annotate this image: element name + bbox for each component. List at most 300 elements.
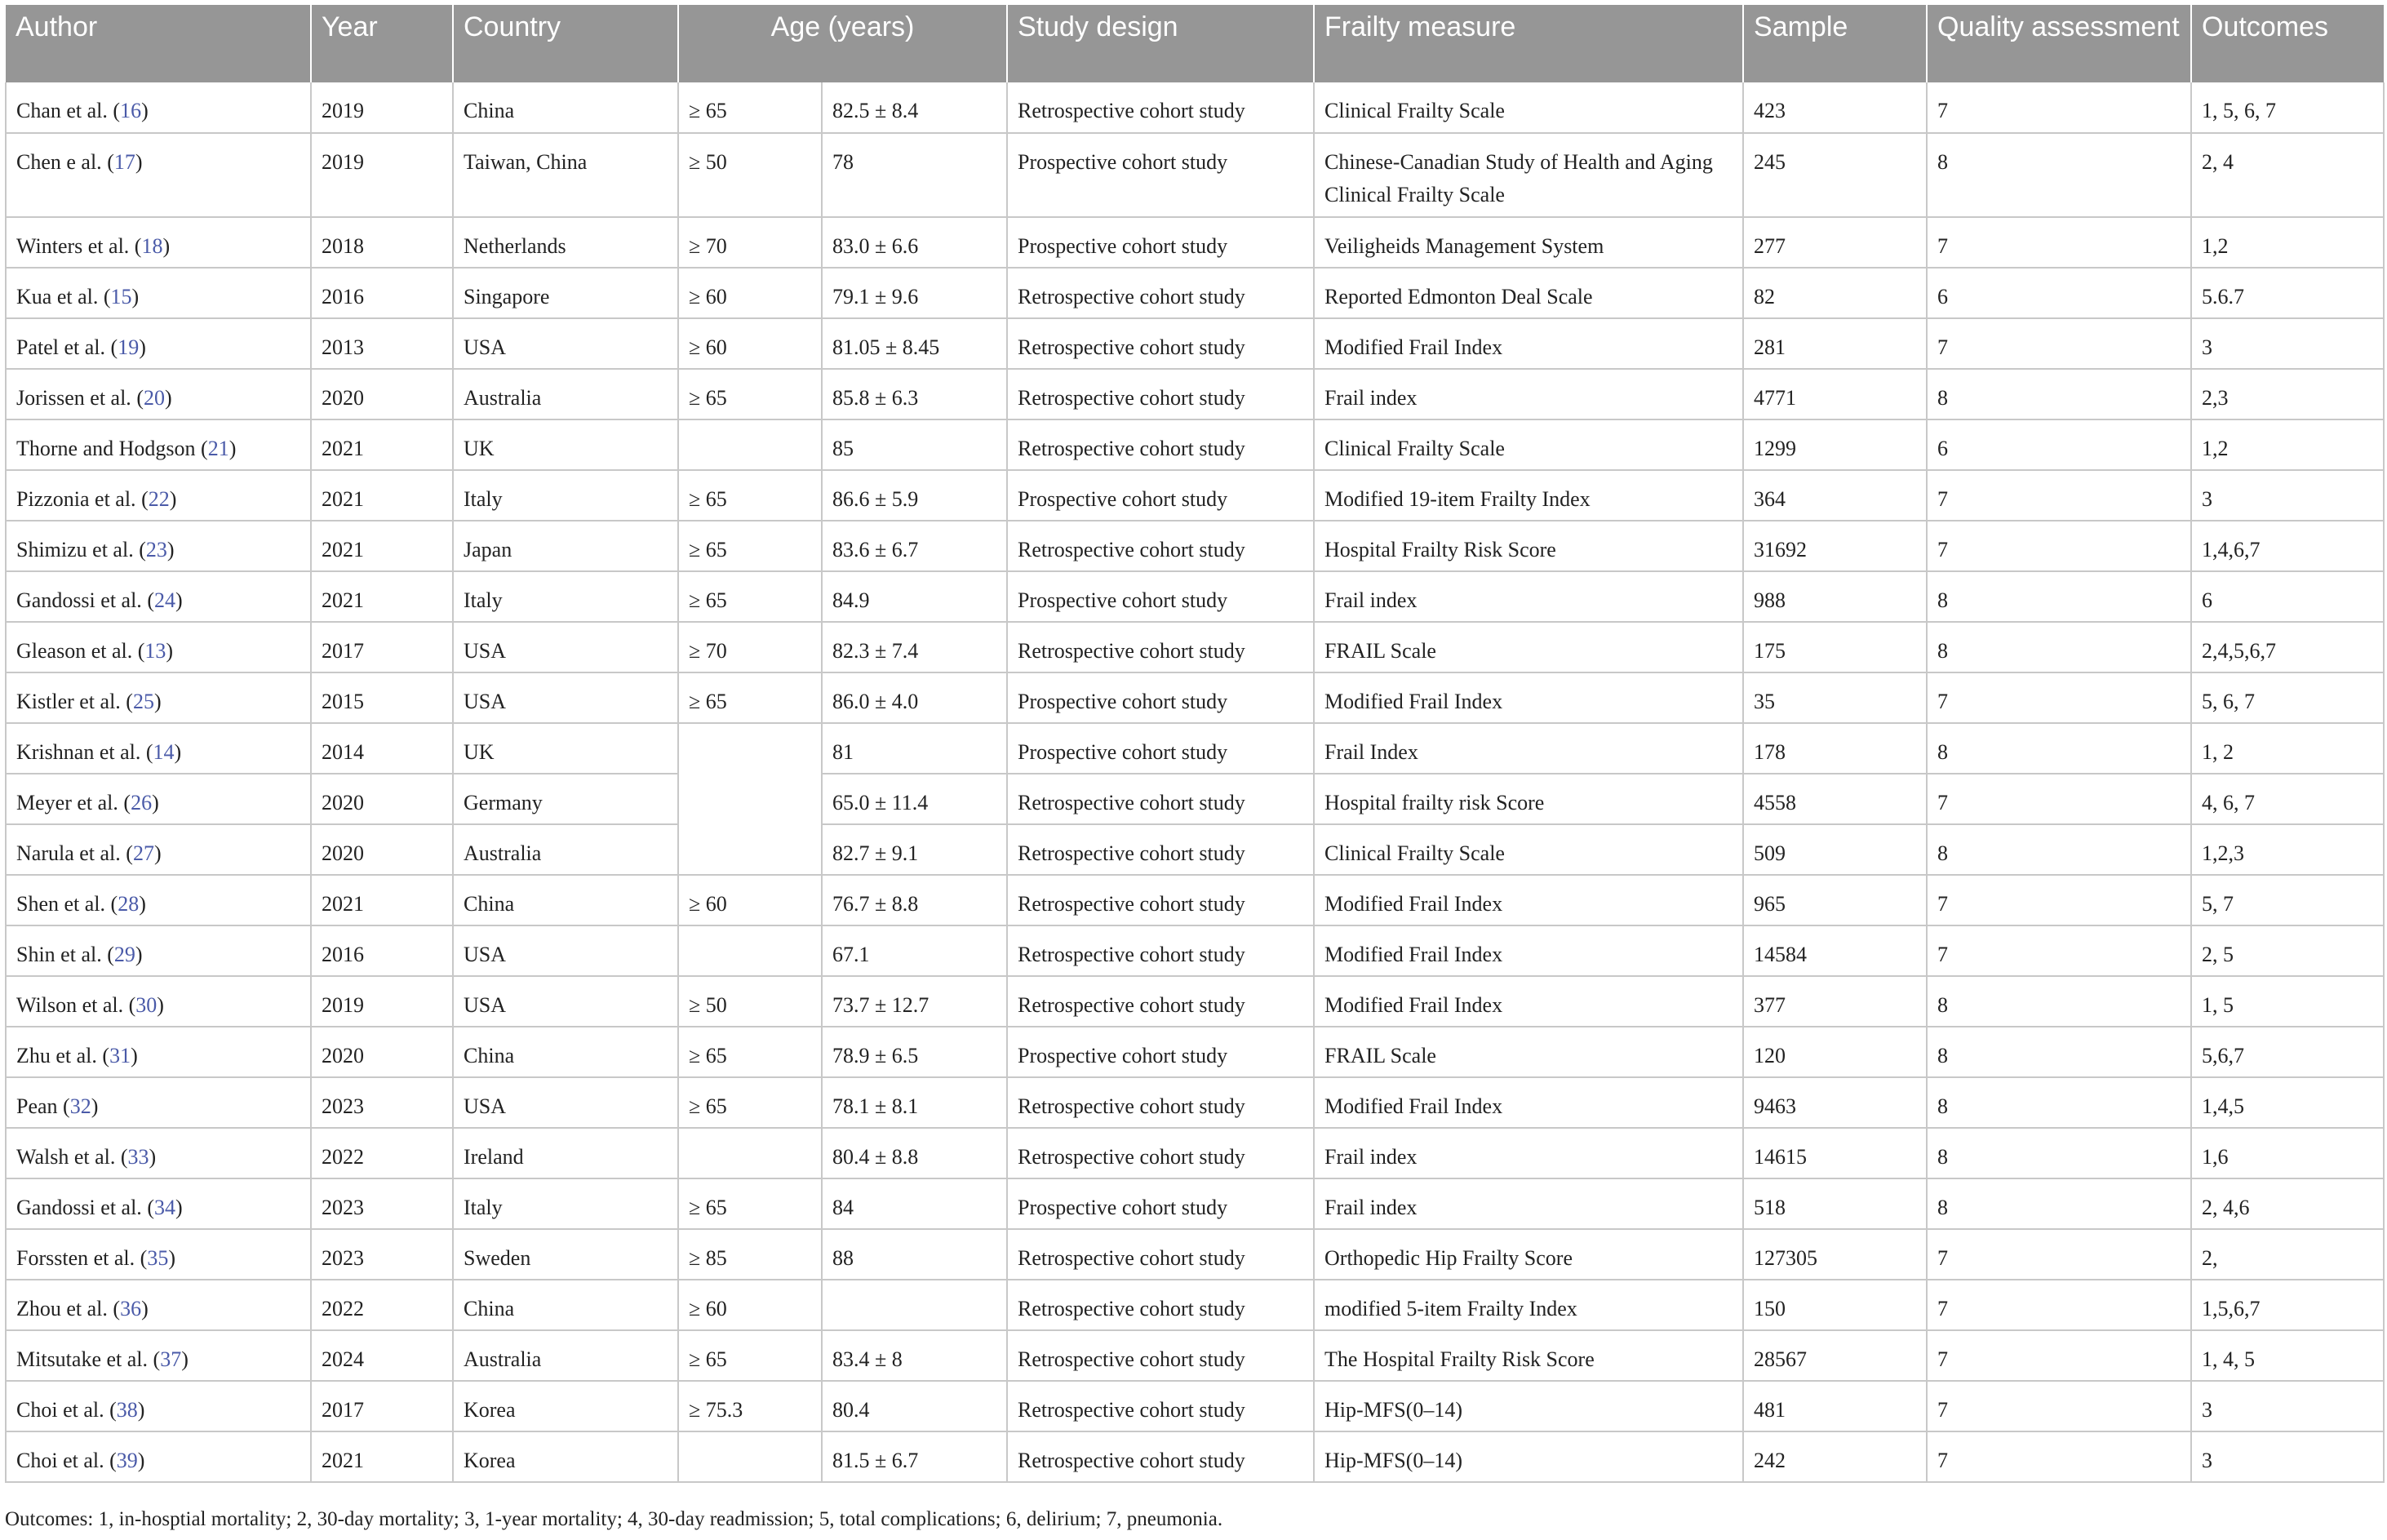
cell-age-mean: 67.1 (822, 925, 1007, 976)
cell-study-design: Retrospective cohort study (1007, 1077, 1314, 1128)
reference-link[interactable]: 29 (113, 943, 135, 966)
cell-country: USA (453, 1077, 678, 1128)
cell-age-mean: 65.0 ± 11.4 (822, 774, 1007, 824)
table-row (6, 133, 2384, 217)
cell-year: 2024 (311, 1330, 453, 1381)
cell-country: Ireland (453, 1128, 678, 1178)
cell-year: 2016 (311, 925, 453, 976)
table-row (6, 824, 2384, 875)
cell-outcomes: 1,2,3 (2191, 824, 2384, 875)
reference-link[interactable]: 24 (153, 588, 175, 612)
table-row (6, 1128, 2384, 1178)
cell-study-design: Retrospective cohort study (1007, 318, 1314, 369)
table-row (6, 1381, 2384, 1431)
cell-frailty-measure: Frail index (1314, 571, 1743, 622)
cell-sample: 965 (1743, 875, 1927, 925)
cell-author: Wilson et al. (30) (6, 976, 311, 1027)
cell-age-min: ≥ 65 (678, 1027, 822, 1077)
cell-author: Patel et al. (19) (6, 318, 311, 369)
reference-link[interactable]: 14 (153, 740, 175, 764)
reference-link[interactable]: 16 (120, 99, 142, 122)
table-row (6, 622, 2384, 672)
header-age: Age (years) (678, 5, 1007, 82)
author-name: Wilson et al. (16, 993, 124, 1017)
cell-outcomes: 1,6 (2191, 1128, 2384, 1178)
cell-sample: 28567 (1743, 1330, 1927, 1381)
cell-age-min: ≥ 65 (678, 1178, 822, 1229)
table-row (6, 1431, 2384, 1482)
cell-author: Chan et al. (16) (6, 82, 311, 133)
cell-sample: 518 (1743, 1178, 1927, 1229)
cell-age-min: ≥ 75.3 (678, 1381, 822, 1431)
cell-quality: 8 (1927, 571, 2191, 622)
cell-quality: 7 (1927, 1381, 2191, 1431)
cell-outcomes: 5, 6, 7 (2191, 672, 2384, 723)
cell-outcomes: 1, 5, 6, 7 (2191, 82, 2384, 133)
cell-age-mean: 81.05 ± 8.45 (822, 318, 1007, 369)
cell-study-design: Retrospective cohort study (1007, 1280, 1314, 1330)
cell-sample: 35 (1743, 672, 1927, 723)
cell-sample: 364 (1743, 470, 1927, 521)
reference-link[interactable]: 30 (135, 993, 158, 1017)
cell-country: UK (453, 419, 678, 470)
cell-age-mean: 82.7 ± 9.1 (822, 824, 1007, 875)
cell-age-min: ≥ 70 (678, 217, 822, 268)
cell-age-min: ≥ 65 (678, 672, 822, 723)
table-row (6, 217, 2384, 268)
cell-age-mean: 80.4 (822, 1381, 1007, 1431)
cell-sample: 82 (1743, 268, 1927, 318)
cell-quality: 8 (1927, 622, 2191, 672)
cell-author: Kua et al. (15) (6, 268, 311, 318)
cell-year: 2021 (311, 521, 453, 571)
reference-link[interactable]: 34 (153, 1196, 175, 1219)
cell-frailty-measure: Modified Frail Index (1314, 976, 1743, 1027)
table-row (6, 1280, 2384, 1330)
author-name: Gandossi et al. (16, 1196, 142, 1219)
reference-link[interactable]: 26 (131, 791, 153, 814)
cell-year: 2020 (311, 774, 453, 824)
cell-frailty-measure: Hospital frailty risk Score (1314, 774, 1743, 824)
cell-study-design: Retrospective cohort study (1007, 82, 1314, 133)
reference-link[interactable]: 39 (116, 1449, 138, 1472)
author-name: Choi et al. (16, 1398, 104, 1422)
author-name: Zhou et al. (16, 1297, 108, 1320)
cell-outcomes: 1,5,6,7 (2191, 1280, 2384, 1330)
cell-age-mean: 81 (822, 723, 1007, 774)
table-row (6, 875, 2384, 925)
cell-sample: 127305 (1743, 1229, 1927, 1280)
cell-frailty-measure: Hospital Frailty Risk Score (1314, 521, 1743, 571)
cell-outcomes: 5.6.7 (2191, 268, 2384, 318)
cell-author: Shimizu et al. (23) (6, 521, 311, 571)
cell-country: China (453, 875, 678, 925)
cell-year: 2021 (311, 875, 453, 925)
cell-country: UK (453, 723, 678, 774)
header-sample: Sample (1743, 5, 1927, 82)
cell-quality: 7 (1927, 318, 2191, 369)
cell-age-min: ≥ 60 (678, 1280, 822, 1330)
cell-frailty-measure: Reported Edmonton Deal Scale (1314, 268, 1743, 318)
cell-age-mean: 78 (822, 133, 1007, 217)
cell-age-min: ≥ 60 (678, 318, 822, 369)
reference-link[interactable]: 18 (141, 234, 163, 258)
cell-sample: 377 (1743, 976, 1927, 1027)
cell-study-design: Prospective cohort study (1007, 133, 1314, 217)
cell-year: 2014 (311, 723, 453, 774)
cell-country: USA (453, 318, 678, 369)
author-name: Pean (16, 1094, 58, 1118)
cell-age-min: ≥ 65 (678, 1077, 822, 1128)
cell-outcomes: 6 (2191, 571, 2384, 622)
cell-outcomes: 3 (2191, 1431, 2384, 1482)
header-frailty-measure: Frailty measure (1314, 5, 1743, 82)
table-row (6, 82, 2384, 133)
cell-author: Chen e al. (17) (6, 133, 311, 217)
table-row (6, 1077, 2384, 1128)
cell-year: 2019 (311, 82, 453, 133)
table-body (6, 82, 2384, 1482)
cell-sample: 988 (1743, 571, 1927, 622)
author-name: Krishnan et al. (16, 740, 141, 764)
cell-age-min: ≥ 60 (678, 268, 822, 318)
cell-author: Mitsutake et al. (37) (6, 1330, 311, 1381)
cell-study-design: Prospective cohort study (1007, 672, 1314, 723)
author-name: Meyer et al. (16, 791, 118, 814)
cell-year: 2017 (311, 622, 453, 672)
cell-frailty-measure: Frail index (1314, 1128, 1743, 1178)
reference-link[interactable]: 32 (69, 1094, 91, 1118)
cell-age-min: ≥ 85 (678, 1229, 822, 1280)
cell-author: Winters et al. (18) (6, 217, 311, 268)
cell-country: Italy (453, 1178, 678, 1229)
cell-sample: 245 (1743, 133, 1927, 217)
cell-country: USA (453, 925, 678, 976)
cell-year: 2021 (311, 571, 453, 622)
cell-study-design: Retrospective cohort study (1007, 1381, 1314, 1431)
cell-study-design: Retrospective cohort study (1007, 774, 1314, 824)
cell-author: Krishnan et al. (14) (6, 723, 311, 774)
cell-frailty-measure: modified 5-item Frailty Index (1314, 1280, 1743, 1330)
cell-author: Jorissen et al. (20) (6, 369, 311, 419)
cell-study-design: Retrospective cohort study (1007, 925, 1314, 976)
cell-age-min: ≥ 65 (678, 369, 822, 419)
cell-quality: 7 (1927, 521, 2191, 571)
cell-year: 2023 (311, 1229, 453, 1280)
cell-author: Zhu et al. (31) (6, 1027, 311, 1077)
reference-link[interactable]: 33 (127, 1145, 149, 1169)
header-outcomes: Outcomes (2191, 5, 2384, 82)
table-row (6, 1229, 2384, 1280)
reference-link[interactable]: 25 (132, 690, 154, 713)
cell-frailty-measure: Frail index (1314, 369, 1743, 419)
cell-sample: 178 (1743, 723, 1927, 774)
author-name: Kua et al. (16, 285, 99, 308)
cell-quality: 8 (1927, 133, 2191, 217)
reference-link[interactable]: 37 (160, 1347, 182, 1371)
cell-sample: 423 (1743, 82, 1927, 133)
cell-quality: 6 (1927, 419, 2191, 470)
cell-age-min: ≥ 60 (678, 875, 822, 925)
cell-frailty-measure: FRAIL Scale (1314, 1027, 1743, 1077)
cell-frailty-measure: Hip-MFS(0–14) (1314, 1381, 1743, 1431)
reference-link[interactable]: 15 (110, 285, 132, 308)
author-name: Gandossi et al. (16, 588, 142, 612)
reference-link[interactable]: 20 (143, 386, 165, 410)
cell-age-min: ≥ 50 (678, 133, 822, 217)
reference-link[interactable]: 22 (148, 487, 170, 511)
cell-year: 2022 (311, 1128, 453, 1178)
table-row (6, 1330, 2384, 1381)
cell-frailty-measure: Modified Frail Index (1314, 1077, 1743, 1128)
cell-outcomes: 4, 6, 7 (2191, 774, 2384, 824)
cell-year: 2022 (311, 1280, 453, 1330)
cell-age-mean: 76.7 ± 8.8 (822, 875, 1007, 925)
cell-author: Pean (32) (6, 1077, 311, 1128)
cell-country: USA (453, 622, 678, 672)
cell-author: Zhou et al. (36) (6, 1280, 311, 1330)
author-name: Gleason et al. (16, 639, 133, 663)
cell-country: Germany (453, 774, 678, 824)
cell-study-design: Retrospective cohort study (1007, 1431, 1314, 1482)
author-name: Forssten et al. (16, 1246, 135, 1270)
cell-year: 2020 (311, 369, 453, 419)
cell-year: 2015 (311, 672, 453, 723)
cell-outcomes: 2, 5 (2191, 925, 2384, 976)
table-row (6, 268, 2384, 318)
cell-quality: 8 (1927, 369, 2191, 419)
cell-age-min: ≥ 65 (678, 571, 822, 622)
cell-frailty-measure: Veiligheids Management System (1314, 217, 1743, 268)
cell-age-mean: 78.1 ± 8.1 (822, 1077, 1007, 1128)
cell-quality: 7 (1927, 1330, 2191, 1381)
reference-link[interactable]: 35 (147, 1246, 169, 1270)
cell-outcomes: 2,3 (2191, 369, 2384, 419)
cell-year: 2023 (311, 1178, 453, 1229)
cell-age-mean: 85.8 ± 6.3 (822, 369, 1007, 419)
cell-quality: 6 (1927, 268, 2191, 318)
cell-study-design: Retrospective cohort study (1007, 1128, 1314, 1178)
cell-outcomes: 5, 7 (2191, 875, 2384, 925)
cell-study-design: Retrospective cohort study (1007, 268, 1314, 318)
cell-frailty-measure: Orthopedic Hip Frailty Score (1314, 1229, 1743, 1280)
cell-age-min: ≥ 70 (678, 622, 822, 672)
cell-sample: 1299 (1743, 419, 1927, 470)
author-name: Winters et al. (16, 234, 130, 258)
cell-age-mean: 86.6 ± 5.9 (822, 470, 1007, 521)
cell-country: Korea (453, 1431, 678, 1482)
cell-frailty-measure: Chinese-Canadian Study of Health and Aging Clinical Frailty Scale (1314, 133, 1743, 217)
cell-year: 2021 (311, 419, 453, 470)
reference-link[interactable]: 38 (116, 1398, 138, 1422)
cell-quality: 7 (1927, 1280, 2191, 1330)
cell-outcomes: 1,4,5 (2191, 1077, 2384, 1128)
author-name: Thorne and Hodgson (16, 437, 196, 460)
cell-author: Choi et al. (39) (6, 1431, 311, 1482)
cell-author: Forssten et al. (35) (6, 1229, 311, 1280)
cell-outcomes: 2, (2191, 1229, 2384, 1280)
header-country: Country (453, 5, 678, 82)
cell-study-design: Retrospective cohort study (1007, 622, 1314, 672)
cell-age-min: ≥ 50 (678, 976, 822, 1027)
cell-frailty-measure: Clinical Frailty Scale (1314, 824, 1743, 875)
cell-age-mean: 83.0 ± 6.6 (822, 217, 1007, 268)
cell-author: Meyer et al. (26) (6, 774, 311, 824)
table-row (6, 723, 2384, 774)
cell-frailty-measure: FRAIL Scale (1314, 622, 1743, 672)
cell-author: Shen et al. (28) (6, 875, 311, 925)
cell-age-min: ≥ 65 (678, 470, 822, 521)
cell-age-min: ≥ 65 (678, 1330, 822, 1381)
cell-year: 2020 (311, 1027, 453, 1077)
cell-age-mean: 78.9 ± 6.5 (822, 1027, 1007, 1077)
cell-outcomes: 1, 4, 5 (2191, 1330, 2384, 1381)
cell-age-mean: 86.0 ± 4.0 (822, 672, 1007, 723)
author-name: Zhu et al. (16, 1044, 97, 1067)
cell-sample: 120 (1743, 1027, 1927, 1077)
cell-age-mean: 82.3 ± 7.4 (822, 622, 1007, 672)
author-name: Mitsutake et al. (16, 1347, 149, 1371)
cell-study-design: Retrospective cohort study (1007, 1229, 1314, 1280)
reference-link[interactable]: 13 (144, 639, 166, 663)
table-row (6, 1027, 2384, 1077)
reference-link[interactable]: 17 (113, 150, 135, 174)
reference-link[interactable]: 28 (118, 892, 140, 916)
reference-link[interactable]: 36 (120, 1297, 142, 1320)
cell-study-design: Prospective cohort study (1007, 571, 1314, 622)
cell-year: 2013 (311, 318, 453, 369)
cell-author: Kistler et al. (25) (6, 672, 311, 723)
cell-study-design: Retrospective cohort study (1007, 521, 1314, 571)
cell-sample: 242 (1743, 1431, 1927, 1482)
author-name: Chen e al. (16, 150, 102, 174)
header-study-design: Study design (1007, 5, 1314, 82)
cell-sample: 14615 (1743, 1128, 1927, 1178)
cell-frailty-measure: Clinical Frailty Scale (1314, 419, 1743, 470)
cell-country: Italy (453, 470, 678, 521)
cell-age-min: ≥ 65 (678, 82, 822, 133)
author-name: Jorissen et al. (16, 386, 131, 410)
cell-frailty-measure: Modified Frail Index (1314, 672, 1743, 723)
table-row (6, 369, 2384, 419)
cell-country: China (453, 1027, 678, 1077)
cell-year: 2016 (311, 268, 453, 318)
cell-quality: 7 (1927, 875, 2191, 925)
cell-outcomes: 2, 4 (2191, 133, 2384, 217)
cell-year: 2017 (311, 1381, 453, 1431)
author-name: Pizzonia et al. (16, 487, 136, 511)
cell-frailty-measure: Modified 19-item Frailty Index (1314, 470, 1743, 521)
cell-age-mean: 84 (822, 1178, 1007, 1229)
cell-outcomes: 3 (2191, 318, 2384, 369)
cell-sample: 14584 (1743, 925, 1927, 976)
cell-age-mean: 80.4 ± 8.8 (822, 1128, 1007, 1178)
cell-author: Thorne and Hodgson (21) (6, 419, 311, 470)
table-row (6, 774, 2384, 824)
cell-age-min (678, 1431, 822, 1482)
cell-outcomes: 1,2 (2191, 419, 2384, 470)
cell-frailty-measure: Modified Frail Index (1314, 925, 1743, 976)
cell-country: Japan (453, 521, 678, 571)
cell-age-min (678, 925, 822, 976)
cell-sample: 4558 (1743, 774, 1927, 824)
cell-age-mean: 83.4 ± 8 (822, 1330, 1007, 1381)
cell-year: 2020 (311, 824, 453, 875)
cell-country: Netherlands (453, 217, 678, 268)
cell-country: USA (453, 672, 678, 723)
cell-frailty-measure: Clinical Frailty Scale (1314, 82, 1743, 133)
cell-quality: 8 (1927, 1178, 2191, 1229)
cell-quality: 7 (1927, 82, 2191, 133)
cell-sample: 281 (1743, 318, 1927, 369)
author-name: Kistler et al. (16, 690, 121, 713)
cell-age-mean: 85 (822, 419, 1007, 470)
cell-author: Gleason et al. (13) (6, 622, 311, 672)
cell-sample: 31692 (1743, 521, 1927, 571)
cell-outcomes: 1,2 (2191, 217, 2384, 268)
cell-frailty-measure: Modified Frail Index (1314, 318, 1743, 369)
cell-author: Narula et al. (27) (6, 824, 311, 875)
cell-study-design: Retrospective cohort study (1007, 369, 1314, 419)
table-row (6, 1178, 2384, 1229)
cell-outcomes: 2, 4,6 (2191, 1178, 2384, 1229)
author-name: Chan et al. (16, 99, 108, 122)
cell-quality: 7 (1927, 1229, 2191, 1280)
cell-age-mean: 84.9 (822, 571, 1007, 622)
cell-author: Gandossi et al. (24) (6, 571, 311, 622)
reference-link[interactable]: 27 (132, 841, 154, 865)
cell-age-mean: 81.5 ± 6.7 (822, 1431, 1007, 1482)
reference-link[interactable]: 31 (109, 1044, 131, 1067)
cell-outcomes: 1, 2 (2191, 723, 2384, 774)
reference-link[interactable]: 19 (118, 335, 140, 359)
cell-country: China (453, 82, 678, 133)
author-name: Shimizu et al. (16, 538, 134, 561)
header-year: Year (311, 5, 453, 82)
cell-age-min (678, 1128, 822, 1178)
cell-year: 2021 (311, 1431, 453, 1482)
cell-year: 2018 (311, 217, 453, 268)
author-name: Shen et al. (16, 892, 106, 916)
cell-outcomes: 1, 5 (2191, 976, 2384, 1027)
cell-quality: 8 (1927, 824, 2191, 875)
cell-age-min: ≥ 65 (678, 521, 822, 571)
cell-study-design: Retrospective cohort study (1007, 875, 1314, 925)
cell-sample: 509 (1743, 824, 1927, 875)
cell-study-design: Prospective cohort study (1007, 470, 1314, 521)
reference-link[interactable]: 21 (207, 437, 229, 460)
cell-sample: 9463 (1743, 1077, 1927, 1128)
cell-country: Taiwan, China (453, 133, 678, 217)
cell-age-min-merged (678, 723, 822, 875)
reference-link[interactable]: 23 (145, 538, 167, 561)
cell-study-design: Prospective cohort study (1007, 217, 1314, 268)
table-footnote: Outcomes: 1, in-hosptial mortality; 2, 30-day mortality; 3, 1-year mortality; 4, 30-day readmission; 5, total complications; 6, delirium; 7, pneumonia. (5, 1508, 1223, 1530)
header-author: Author (6, 5, 311, 82)
cell-year: 2023 (311, 1077, 453, 1128)
author-name: Choi et al. (16, 1449, 104, 1472)
cell-quality: 7 (1927, 672, 2191, 723)
cell-outcomes: 1,4,6,7 (2191, 521, 2384, 571)
cell-frailty-measure: Hip-MFS(0–14) (1314, 1431, 1743, 1482)
cell-sample: 481 (1743, 1381, 1927, 1431)
cell-study-design: Retrospective cohort study (1007, 419, 1314, 470)
cell-quality: 7 (1927, 774, 2191, 824)
table-row (6, 521, 2384, 571)
cell-age-mean: 83.6 ± 6.7 (822, 521, 1007, 571)
frailty-studies-table (5, 5, 2385, 1483)
cell-frailty-measure: Frail index (1314, 1178, 1743, 1229)
